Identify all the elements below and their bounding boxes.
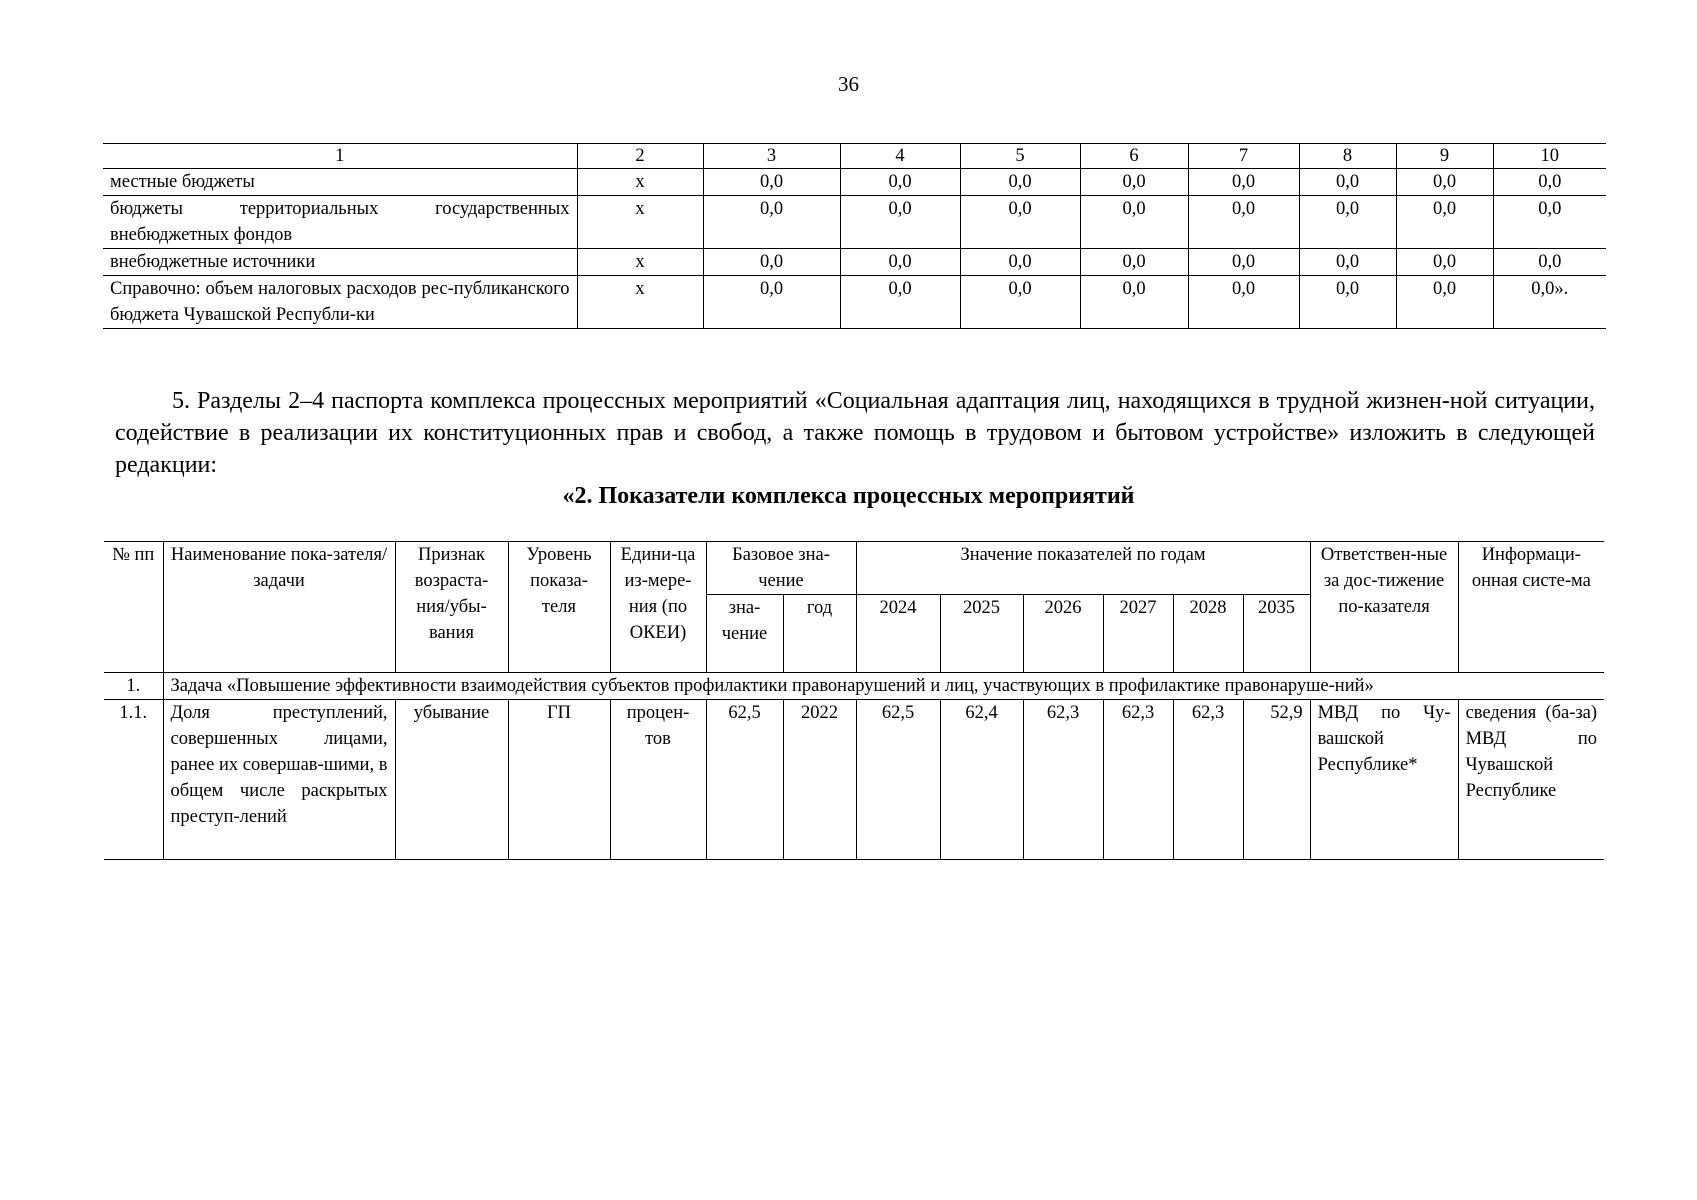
table-cell: 0,0	[1396, 249, 1493, 276]
year-value-cell: 52,9	[1243, 700, 1310, 860]
page-number: 36	[838, 72, 859, 96]
table-cell: 0,0	[960, 169, 1080, 196]
table-row	[103, 276, 1606, 329]
header-year: 2028	[1173, 595, 1243, 673]
row-label: внебюджетные источники	[103, 249, 577, 276]
header-level: Уровень показа-теля	[508, 542, 610, 673]
table-cell: 0,0	[1396, 196, 1493, 249]
table-cell: 0,0	[1080, 196, 1188, 249]
financing-table	[103, 143, 1606, 329]
info-system-cell: сведения (ба-за) МВД по Чувашской Республике	[1458, 700, 1604, 860]
table-cell: 0,0	[1299, 169, 1396, 196]
table-cell: 0,0	[1493, 196, 1606, 249]
column-number: 10	[1493, 144, 1606, 169]
task-row	[104, 673, 1604, 700]
column-number: 4	[840, 144, 960, 169]
header-info-system: Информаци-онная систе-ма	[1458, 542, 1604, 673]
column-number: 7	[1188, 144, 1299, 169]
trend-cell: убывание	[395, 700, 508, 860]
table-cell: 0,0	[840, 249, 960, 276]
table-cell: 0,0	[703, 196, 840, 249]
table-cell: х	[577, 249, 703, 276]
table-cell: 0,0	[703, 249, 840, 276]
table-cell: 0,0	[1188, 196, 1299, 249]
base-year-cell: 2022	[783, 700, 856, 860]
table-cell: 0,0	[840, 196, 960, 249]
table-cell: 0,0	[1299, 196, 1396, 249]
table-cell: 0,0	[960, 196, 1080, 249]
table-row	[103, 249, 1606, 276]
header-year: 2025	[940, 595, 1023, 673]
table-cell: 0,0».	[1493, 276, 1606, 329]
column-number: 5	[960, 144, 1080, 169]
year-value-cell: 62,3	[1103, 700, 1173, 860]
column-number: 9	[1396, 144, 1493, 169]
indicator-name: Доля преступлений, совершенных лицами, ранее их совершав-шими, в общем числе раскрытых преступ-лений	[163, 700, 395, 860]
table-cell: х	[577, 276, 703, 329]
header-year: 2024	[856, 595, 940, 673]
header-unit: Едини-ца из-мере-ния (по ОКЕИ)	[610, 542, 706, 673]
year-value-cell: 62,3	[1173, 700, 1243, 860]
header-year: 2026	[1023, 595, 1103, 673]
table-header-row	[104, 542, 1604, 595]
table-header-row	[103, 144, 1606, 169]
table-cell: 0,0	[1299, 276, 1396, 329]
row-label: бюджеты территориальных государственных внебюджетных фондов	[103, 196, 577, 249]
column-number: 1	[103, 144, 577, 169]
table-cell: 0,0	[703, 276, 840, 329]
table-cell: 0,0	[1299, 249, 1396, 276]
table-cell: 0,0	[1080, 169, 1188, 196]
table-cell: 0,0	[840, 169, 960, 196]
header-num: № пп	[104, 542, 163, 673]
table-cell: 0,0	[1396, 169, 1493, 196]
table-cell: 0,0	[1080, 276, 1188, 329]
header-base: Базовое зна-чение	[706, 542, 856, 595]
table-cell: 0,0	[703, 169, 840, 196]
responsible-cell: МВД по Чу-вашской Республике*	[1310, 700, 1458, 860]
table-cell: 0,0	[1188, 249, 1299, 276]
amendment-paragraph: 5. Разделы 2–4 паспорта комплекса процессных мероприятий «Социальная адаптация лиц, находящихся в трудной жизнен-ной ситуации, содействие в реализации их конституционных прав и свобод, а также помощь в трудовом и бытовом устройстве» изложить в следующей редакции:	[115, 388, 1595, 478]
year-value-cell: 62,3	[1023, 700, 1103, 860]
table-cell: 0,0	[840, 276, 960, 329]
indicators-table	[104, 541, 1604, 860]
section-heading: «2. Показатели комплекса процессных мероприятий	[562, 483, 1135, 509]
header-name: Наименование пока-зателя/задачи	[163, 542, 395, 673]
header-base-year: год	[783, 595, 856, 673]
header-responsible: Ответствен-ные за дос-тижение по-казателя	[1310, 542, 1458, 673]
header-year: 2035	[1243, 595, 1310, 673]
table-cell: 0,0	[960, 249, 1080, 276]
task-text: Задача «Повышение эффективности взаимодействия субъектов профилактики правонарушений и лиц, участвующих в профилактике правонаруше-ний»	[163, 673, 1604, 700]
year-value-cell: 62,5	[856, 700, 940, 860]
table-cell: 0,0	[1493, 249, 1606, 276]
task-number: 1.	[104, 673, 163, 700]
column-number: 6	[1080, 144, 1188, 169]
table-cell: 0,0	[1080, 249, 1188, 276]
row-label: местные бюджеты	[103, 169, 577, 196]
table-row	[104, 700, 1604, 860]
base-value-cell: 62,5	[706, 700, 783, 860]
column-number: 8	[1299, 144, 1396, 169]
row-label: Справочно: объем налоговых расходов рес-публиканского бюджета Чувашской Республи-ки	[103, 276, 577, 329]
column-number: 3	[703, 144, 840, 169]
row-number: 1.1.	[104, 700, 163, 860]
table-cell: 0,0	[1493, 169, 1606, 196]
level-cell: ГП	[508, 700, 610, 860]
year-value-cell: 62,4	[940, 700, 1023, 860]
table-row	[103, 169, 1606, 196]
header-trend: Признак возраста-ния/убы-вания	[395, 542, 508, 673]
table-cell: 0,0	[960, 276, 1080, 329]
table-cell: 0,0	[1188, 276, 1299, 329]
table-cell: х	[577, 169, 703, 196]
unit-cell: процен-тов	[610, 700, 706, 860]
header-year: 2027	[1103, 595, 1173, 673]
header-base-value: зна-чение	[706, 595, 783, 673]
table-cell: 0,0	[1188, 169, 1299, 196]
header-years-group: Значение показателей по годам	[856, 542, 1310, 595]
table-cell: х	[577, 196, 703, 249]
table-row	[103, 196, 1606, 249]
table-cell: 0,0	[1396, 276, 1493, 329]
column-number: 2	[577, 144, 703, 169]
